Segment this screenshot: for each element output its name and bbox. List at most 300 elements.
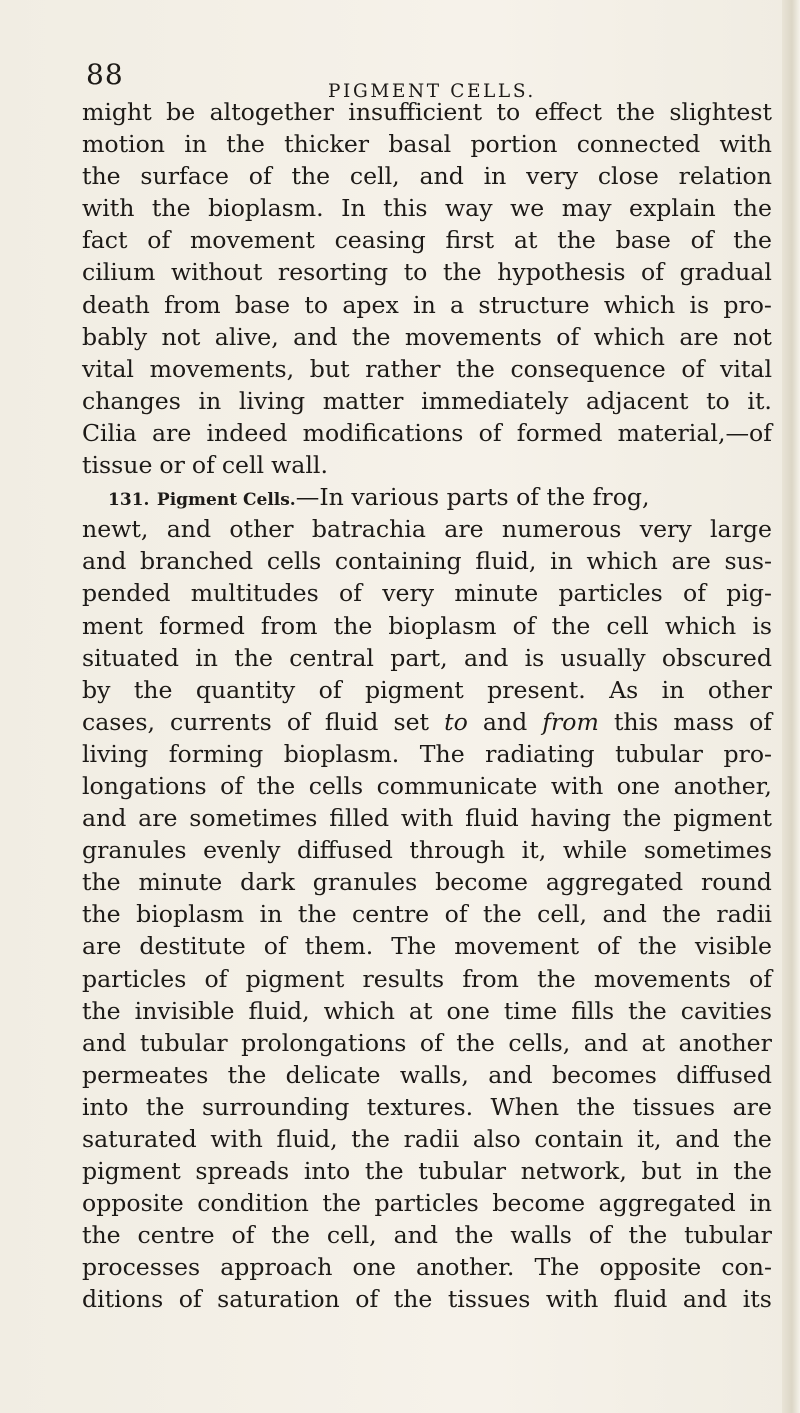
word: of <box>512 611 536 640</box>
word: a <box>450 290 465 319</box>
word: currents <box>170 707 272 736</box>
word: tubular <box>139 1028 228 1057</box>
word: cilium <box>82 258 156 287</box>
word: dark <box>240 868 295 897</box>
word: we <box>510 194 545 223</box>
word: of <box>220 771 244 800</box>
word: visible <box>694 932 772 961</box>
word: with <box>719 130 772 159</box>
text-line <box>82 353 772 385</box>
word: the <box>291 162 331 191</box>
word: movement <box>189 226 315 255</box>
word: sus- <box>724 547 772 576</box>
word: and <box>82 547 127 576</box>
word: with <box>400 804 454 833</box>
word: opposite <box>599 1253 702 1282</box>
word: movements <box>404 322 542 351</box>
word: minute <box>454 579 539 608</box>
word: bioplasm <box>136 900 245 929</box>
word: the <box>454 1221 494 1250</box>
word: may <box>561 194 612 223</box>
word: obscured <box>661 643 772 672</box>
word: the <box>256 771 296 800</box>
text-line <box>82 930 772 962</box>
word: base <box>234 290 291 319</box>
word: filled <box>329 804 390 833</box>
word: relation <box>678 162 772 191</box>
word: and <box>393 1221 438 1250</box>
word: present. <box>487 675 586 704</box>
word: another <box>678 1028 772 1057</box>
word: the <box>733 1157 772 1186</box>
word: Cilia <box>82 418 137 447</box>
word: are <box>679 322 719 351</box>
word: consequence <box>510 354 666 383</box>
word: slightest <box>669 98 772 126</box>
word: become <box>435 868 528 897</box>
page-edge-shadow <box>782 0 800 1413</box>
word: tissues <box>632 1092 716 1121</box>
word: portion <box>470 130 558 159</box>
word: become <box>492 1189 586 1218</box>
word: tissue <box>82 451 153 480</box>
word: which <box>664 611 737 640</box>
word: destitute <box>139 932 246 961</box>
word: wall. <box>271 451 328 480</box>
word: diffused <box>676 1060 772 1089</box>
word: and <box>293 322 338 351</box>
word: situated <box>82 643 179 672</box>
word: cavities <box>680 996 772 1025</box>
word: and <box>602 900 647 929</box>
word: to <box>496 98 521 126</box>
word: of <box>191 451 215 480</box>
word: in <box>413 290 436 319</box>
word: cell, <box>326 1221 377 1250</box>
word: in <box>483 162 507 191</box>
word: mass <box>673 707 734 736</box>
word: The <box>534 1253 580 1282</box>
word: at <box>408 996 433 1025</box>
word: but <box>309 354 350 383</box>
word: and <box>419 162 464 191</box>
word: from <box>462 964 519 993</box>
word: vital <box>82 354 134 383</box>
word: of <box>178 1285 202 1314</box>
word: aggregated <box>545 868 684 897</box>
word: one <box>446 996 490 1025</box>
word: walls, <box>399 1060 469 1089</box>
word: tubular <box>418 1157 507 1186</box>
section-title: Pigment Cells. <box>156 490 296 511</box>
word: it. <box>747 386 772 415</box>
word: formed <box>159 611 245 640</box>
word: into <box>82 1092 129 1121</box>
word: to <box>706 386 730 415</box>
word: fluid, <box>276 1125 338 1153</box>
word: are <box>151 418 192 447</box>
word: indeed <box>206 418 288 447</box>
word: radii <box>716 900 772 929</box>
text-line <box>82 706 772 738</box>
word: becomes <box>551 1060 657 1089</box>
word: another. <box>416 1253 515 1282</box>
word: to <box>403 258 428 287</box>
word: them. <box>304 932 374 961</box>
word: and <box>583 1028 629 1057</box>
word: the <box>133 675 173 704</box>
word: pigment <box>82 1157 181 1186</box>
word: death <box>82 290 150 319</box>
word: in <box>661 675 685 704</box>
word: is <box>752 611 772 640</box>
word: aggregated <box>598 1189 736 1218</box>
word: in <box>259 900 283 929</box>
word: spreads <box>195 1157 290 1186</box>
word: resorting <box>277 258 389 287</box>
word: containing <box>334 547 462 576</box>
word: way <box>444 194 493 223</box>
word: cell <box>606 611 649 640</box>
word: of <box>318 675 342 704</box>
word: very <box>526 162 579 191</box>
word: living <box>238 386 306 415</box>
word: the <box>628 996 667 1025</box>
word: quantity <box>195 675 296 704</box>
text-line <box>82 802 772 834</box>
word: of <box>444 900 468 929</box>
word: usually <box>560 643 646 672</box>
word: fills <box>571 996 615 1025</box>
word: pig- <box>726 579 772 608</box>
word: longations <box>82 771 207 800</box>
word: The <box>419 739 465 768</box>
word: tubular <box>684 1221 772 1250</box>
word: insufficient <box>348 98 483 126</box>
word: the <box>393 1285 433 1314</box>
word: movements, <box>149 354 295 383</box>
word: gradual <box>679 258 772 287</box>
word: the <box>297 900 337 929</box>
word: particles <box>82 964 187 993</box>
text-line <box>82 642 772 674</box>
word: not <box>161 322 201 351</box>
word: in <box>198 386 222 415</box>
word: As <box>609 675 639 704</box>
word: delicate <box>285 1060 381 1089</box>
body-text <box>82 96 772 1316</box>
word: also <box>472 1125 521 1153</box>
word: the <box>733 1125 772 1153</box>
word: con- <box>721 1253 772 1282</box>
word: When <box>490 1092 560 1121</box>
word: and <box>82 804 127 833</box>
word: results <box>362 964 445 993</box>
word: bioplasm. <box>208 194 324 223</box>
word: particles <box>558 579 663 608</box>
word: ceasing <box>334 226 426 255</box>
word: which <box>323 996 395 1025</box>
text-line <box>82 577 772 609</box>
text-line <box>82 256 772 288</box>
word: the <box>483 900 522 929</box>
word: surrounding <box>201 1092 350 1121</box>
text-line <box>82 289 772 321</box>
running-head: PIGMENT CELLS. <box>328 81 536 102</box>
word: approach <box>220 1253 333 1282</box>
word: and <box>82 1028 127 1057</box>
word: it, <box>521 836 547 865</box>
text-line <box>82 770 772 802</box>
word: explain <box>629 194 716 223</box>
word: and <box>482 707 528 736</box>
word: with <box>210 1125 263 1153</box>
word: in <box>695 1157 719 1186</box>
word: with <box>545 1285 599 1314</box>
word: fluid <box>324 707 379 736</box>
word: centre <box>137 1221 215 1250</box>
word: the <box>82 996 121 1025</box>
word: by <box>82 675 111 704</box>
word: round <box>700 868 772 897</box>
word: are <box>82 932 122 961</box>
word: cell, <box>349 162 400 191</box>
word: ditions <box>82 1285 164 1314</box>
word: the <box>351 322 391 351</box>
word: to <box>304 290 329 319</box>
text-line <box>82 545 772 577</box>
word: of <box>248 162 272 191</box>
text-line <box>82 866 772 898</box>
word: and <box>488 1060 533 1089</box>
word: of <box>355 1285 379 1314</box>
word: with <box>550 771 604 800</box>
word: cells <box>308 771 364 800</box>
word: the <box>456 1028 495 1057</box>
word: one <box>616 771 661 800</box>
text-line <box>82 224 772 256</box>
word: without <box>171 258 263 287</box>
word: of <box>286 707 310 736</box>
word: other <box>707 675 772 704</box>
word: alive, <box>214 322 279 351</box>
word: of <box>556 322 580 351</box>
word: vital <box>720 354 772 383</box>
word: while <box>562 836 628 865</box>
word: batrachia <box>311 515 426 544</box>
word: textures. <box>366 1092 474 1121</box>
text-line <box>82 1219 772 1251</box>
word: bioplasm. <box>283 739 400 768</box>
word: in <box>195 643 218 672</box>
word: part, <box>390 643 448 672</box>
word: apex <box>342 290 399 319</box>
word: fact <box>82 226 128 255</box>
word: the <box>456 354 495 383</box>
word: one <box>352 1253 396 1282</box>
word: walls <box>510 1221 572 1250</box>
word: be <box>166 98 196 126</box>
word: fluid, <box>248 996 310 1025</box>
word: which <box>586 547 658 576</box>
word: cell, <box>537 900 587 929</box>
word: bably <box>82 322 148 351</box>
word: diffused <box>297 836 393 865</box>
word: from <box>542 707 599 736</box>
word: changes <box>82 386 181 415</box>
word: the <box>662 900 701 929</box>
word: formed <box>516 418 603 447</box>
word: tubular <box>615 739 703 768</box>
word: of <box>681 354 705 383</box>
text-line <box>82 513 772 545</box>
word: cells <box>266 547 322 576</box>
word: radiating <box>485 739 595 768</box>
word: of <box>339 579 362 608</box>
word: time <box>503 996 558 1025</box>
word: material,—of <box>617 418 772 447</box>
word: having <box>530 804 611 833</box>
section-number: 131. <box>108 490 150 511</box>
word: are <box>671 547 711 576</box>
word: minute <box>138 868 223 897</box>
word: The <box>391 932 437 961</box>
word: this <box>613 707 659 736</box>
word: motion <box>82 130 166 159</box>
text-line <box>82 1251 772 1283</box>
word: movement <box>454 932 580 961</box>
text-line <box>82 1059 772 1091</box>
text-line <box>82 963 772 995</box>
word: the <box>628 1221 668 1250</box>
word: tissues <box>447 1285 531 1314</box>
word: the <box>82 1221 121 1250</box>
word: condition <box>197 1189 309 1218</box>
word: prolongations <box>241 1028 407 1057</box>
word: of <box>588 1221 612 1250</box>
word: of <box>683 579 706 608</box>
word: connected <box>576 130 701 159</box>
word: of <box>749 707 772 736</box>
word: the <box>227 1060 267 1089</box>
word: pigment <box>364 675 464 704</box>
word: pro- <box>723 739 772 768</box>
text-line <box>82 995 772 1027</box>
word: of <box>263 932 287 961</box>
word: which <box>603 290 676 319</box>
word: communicate <box>376 771 538 800</box>
word: is <box>524 643 545 672</box>
word: not <box>733 322 772 351</box>
word: its <box>742 1285 772 1314</box>
word: the <box>537 964 576 993</box>
word: another, <box>673 771 772 800</box>
word: central <box>289 643 374 672</box>
word: sometimes <box>189 804 318 833</box>
word: processes <box>82 1253 201 1282</box>
word: permeates <box>82 1060 209 1089</box>
text-line <box>82 385 772 417</box>
word: of <box>641 258 664 287</box>
word: from <box>164 290 221 319</box>
word: fluid <box>613 1285 668 1314</box>
word: adjacent <box>586 386 689 415</box>
word: very <box>382 579 435 608</box>
text-line <box>82 1283 772 1315</box>
word: close <box>597 162 659 191</box>
word: modifications <box>302 418 464 447</box>
word: immediately <box>421 386 569 415</box>
word: centre <box>352 900 430 929</box>
word: or <box>159 451 185 480</box>
text-line <box>82 160 772 192</box>
word: hypothesis <box>497 258 626 287</box>
word: the <box>364 1157 404 1186</box>
word: of <box>690 226 714 255</box>
word: with <box>82 194 135 223</box>
word: and <box>463 643 509 672</box>
word: the <box>82 868 121 897</box>
word: invisible <box>134 996 235 1025</box>
word: granules <box>82 836 187 865</box>
word: through <box>409 836 506 865</box>
paragraph-pigment-cells <box>82 513 772 1315</box>
text-line <box>82 449 772 481</box>
word: the <box>616 98 655 126</box>
word: structure <box>478 290 590 319</box>
word: of <box>231 1221 255 1250</box>
word: and <box>166 515 212 544</box>
word: are <box>138 804 178 833</box>
word: multitudes <box>190 579 319 608</box>
word: In <box>341 194 366 223</box>
word: basal <box>388 130 452 159</box>
word: numerous <box>501 515 622 544</box>
word: rather <box>365 354 441 383</box>
word: the <box>82 900 121 929</box>
word: large <box>710 515 772 544</box>
text-line <box>82 674 772 706</box>
word: very <box>639 515 692 544</box>
text-line <box>82 417 772 449</box>
word: the <box>333 611 373 640</box>
word: the <box>733 194 772 223</box>
word: the <box>226 130 265 159</box>
word: forming <box>168 739 264 768</box>
word: particles <box>374 1189 479 1218</box>
word: matter <box>322 386 404 415</box>
word: network, <box>520 1157 627 1186</box>
text-line <box>82 834 772 866</box>
word: newt, <box>82 515 149 544</box>
word: and <box>675 1125 720 1153</box>
text-line <box>82 1187 772 1219</box>
word: the <box>82 162 121 191</box>
word: the <box>151 194 191 223</box>
word: radii <box>403 1125 460 1153</box>
word: the <box>442 258 482 287</box>
word: pended <box>82 579 171 608</box>
word: the <box>351 1125 390 1153</box>
word: the <box>145 1092 185 1121</box>
word: the <box>622 804 662 833</box>
word: thicker <box>284 130 370 159</box>
word: of <box>419 1028 443 1057</box>
word: and <box>682 1285 728 1314</box>
word: the <box>234 643 273 672</box>
word: at <box>513 226 538 255</box>
word: at <box>641 1028 666 1057</box>
